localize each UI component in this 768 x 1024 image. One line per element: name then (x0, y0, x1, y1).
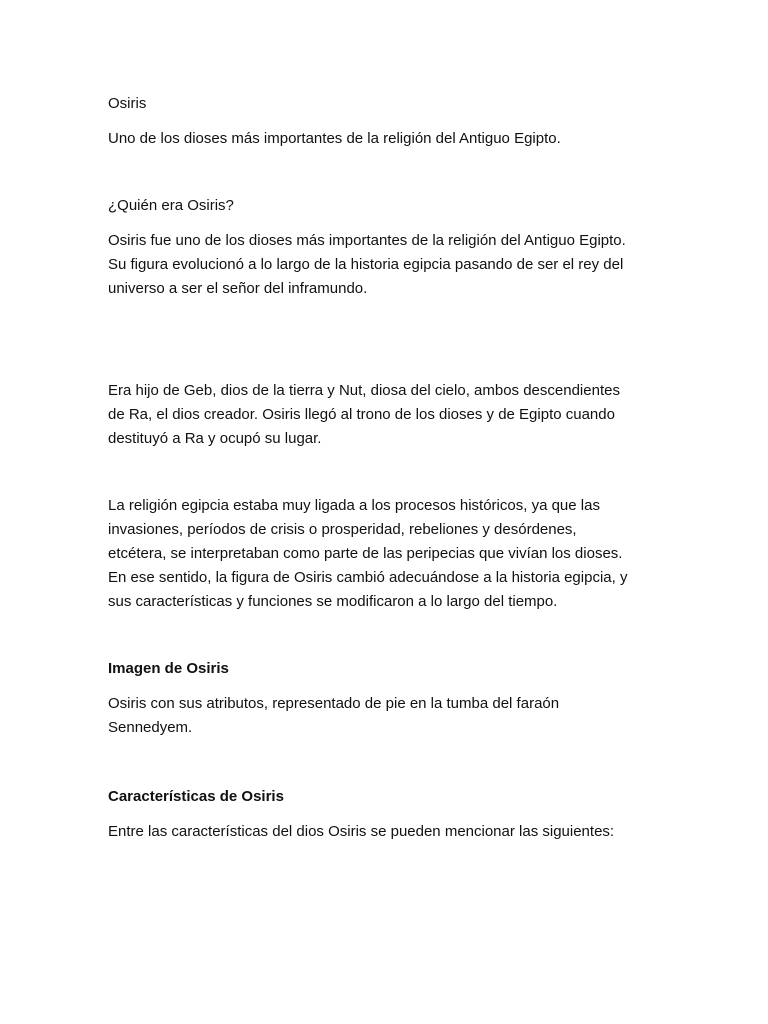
paragraph-2-line: de Ra, el dios creador. Osiris llegó al trono de los dioses y de Egipto cuando (108, 406, 615, 423)
section-heading-who: ¿Quién era Osiris? (108, 197, 234, 214)
paragraph-2-line: destituyó a Ra y ocupó su lugar. (108, 430, 322, 447)
paragraph-3-line: La religión egipcia estaba muy ligada a los procesos históricos, ya que las (108, 497, 600, 514)
image-caption-line: Osiris con sus atributos, representado de pie en la tumba del faraón (108, 695, 560, 712)
paragraph-3-line: etcétera, se interpretaban como parte de las peripecias que vivían los dioses. (108, 545, 623, 562)
document-title: Osiris (108, 95, 147, 112)
characteristics-section-heading: Características de Osiris (108, 788, 284, 805)
paragraph-3-line: sus características y funciones se modificaron a lo largo del tiempo. (108, 593, 558, 610)
paragraph-2-line: Era hijo de Geb, dios de la tierra y Nut, diosa del cielo, ambos descendientes (108, 382, 620, 399)
paragraph-3-line: invasiones, períodos de crisis o prosperidad, rebeliones y desórdenes, (108, 521, 577, 538)
paragraph-1-line: universo a ser el señor del inframundo. (108, 280, 368, 297)
image-caption-line: Sennedyem. (108, 719, 193, 736)
characteristics-intro-text: Entre las características del dios Osiris se pueden mencionar las siguientes: (108, 823, 615, 840)
image-section-heading: Imagen de Osiris (108, 660, 229, 677)
paragraph-3-line: En ese sentido, la figura de Osiris cambió adecuándose a la historia egipcia, y (108, 569, 628, 586)
paragraph-1-line: Su figura evolucionó a lo largo de la historia egipcia pasando de ser el rey del (108, 256, 624, 273)
intro-text: Uno de los dioses más importantes de la religión del Antiguo Egipto. (108, 130, 561, 147)
paragraph-1-line: Osiris fue uno de los dioses más importantes de la religión del Antiguo Egipto. (108, 232, 626, 249)
